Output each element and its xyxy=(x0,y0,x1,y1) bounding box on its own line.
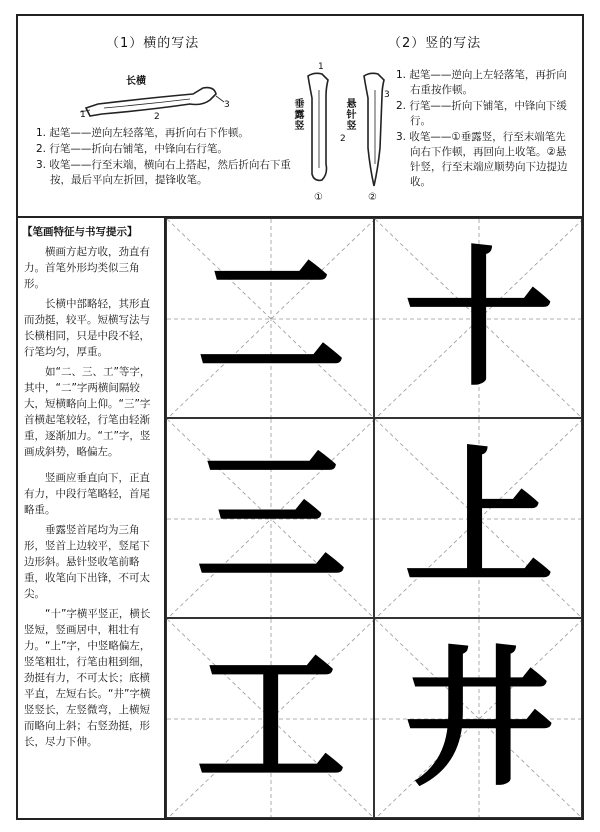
long-horizontal-diagram xyxy=(78,84,228,124)
character-practice-grid xyxy=(166,218,582,818)
grid-cell xyxy=(166,218,374,418)
grid-cell xyxy=(374,618,582,818)
horizontal-step-1: 1. 起笔——逆向左轻落笔，再折向右下作顿。 xyxy=(36,127,249,139)
stroke-method-panel xyxy=(18,16,582,218)
vertical-num-3: 3 xyxy=(384,90,390,100)
needle-vertical-circle-number: ② xyxy=(368,192,377,203)
hint-paragraph: 竖画应垂直向下，正直有力，中段行笔略轻，首尾略重。 xyxy=(24,472,150,516)
hint-paragraph: 垂露竖首尾均为三角形，竖首上边较平，竖尾下边形斜。悬针竖收笔前略重，收笔向下出锋，不可太尖。 xyxy=(24,524,150,600)
hints-body xyxy=(24,244,158,754)
practice-character: 井 xyxy=(403,631,554,807)
grid-cell xyxy=(374,218,582,418)
hint-paragraph: 长横中部略轻，其形直而劲挺，较平。短横写法与长横相同，只是中段不轻，行笔均匀，厚重。 xyxy=(24,298,150,358)
vertical-step-1: 1. 起笔——逆向上左轻落笔，再折向右重按作顿。 xyxy=(396,69,567,96)
vertical-num-2: 2 xyxy=(340,134,346,144)
horizontal-num-3: 3 xyxy=(224,100,230,110)
practice-page xyxy=(16,14,584,820)
grid-cell xyxy=(166,618,374,818)
dew-vertical-circle-number: ① xyxy=(314,192,323,203)
vertical-step-3: 3. 收笔——①垂露竖，行至末端笔先向右下作顿，再回向上收笔。②悬针竖，行至末端应顺势向下边提边收。 xyxy=(396,131,568,188)
hint-paragraph: 如“二、三、工”等字，其中，“二”字两横间隔较大，短横略向上仰。“三”字首横起笔较轻，行笔由轻渐重，逐渐加力。“工”字，竖画成斜势，略偏左。 xyxy=(24,366,151,458)
practice-character: 三 xyxy=(195,431,346,607)
grid-cell xyxy=(166,418,374,618)
horizontal-num-2: 2 xyxy=(154,112,160,122)
horizontal-step-3: 3. 收笔——行至末端，横向右上搭起，然后折向右下重按，最后平向左折回，提锋收笔。 xyxy=(36,159,291,186)
dew-vertical-diagram xyxy=(302,68,342,190)
grid-cell xyxy=(374,418,582,618)
horizontal-num-1: 1 xyxy=(80,110,86,120)
dew-vertical-label: 垂露竖 xyxy=(292,98,303,131)
practice-character: 二 xyxy=(195,231,346,407)
writing-hints-panel xyxy=(18,218,166,818)
horizontal-step-2: 2. 行笔——折向右铺笔，中锋向右行笔。 xyxy=(36,143,228,155)
vertical-method-title: （2）竖的写法 xyxy=(388,36,482,51)
needle-vertical-diagram xyxy=(356,68,396,190)
hints-heading: 【笔画特征与书写提示】 xyxy=(22,226,138,238)
vertical-num-1: 1 xyxy=(318,62,324,72)
long-horizontal-label: 长横 xyxy=(126,76,146,87)
vertical-step-2: 2. 行笔——折向下铺笔，中锋向下缓行。 xyxy=(396,100,567,127)
horizontal-method-title: （1）横的写法 xyxy=(106,36,200,51)
horizontal-steps xyxy=(36,126,306,189)
vertical-steps xyxy=(396,68,568,191)
practice-character: 工 xyxy=(195,631,346,807)
hint-paragraph: “十”字横平竖正，横长竖短，竖画居中，粗壮有力。“上”字，中竖略偏左，竖笔粗壮，行笔由粗到细，劲挺有力，不可太长；底横平直，左短右长。“井”字横竖竖长，左竖微弯，上横短而略向上斜；右竖劲挺，形长，尽力下伸。 xyxy=(24,608,151,748)
hint-paragraph: 横画方起方收，劲直有力。首笔外形均类似三角形。 xyxy=(24,246,150,290)
practice-character: 十 xyxy=(403,231,554,407)
practice-character: 上 xyxy=(403,431,554,607)
needle-vertical-label: 悬针竖 xyxy=(344,98,355,131)
